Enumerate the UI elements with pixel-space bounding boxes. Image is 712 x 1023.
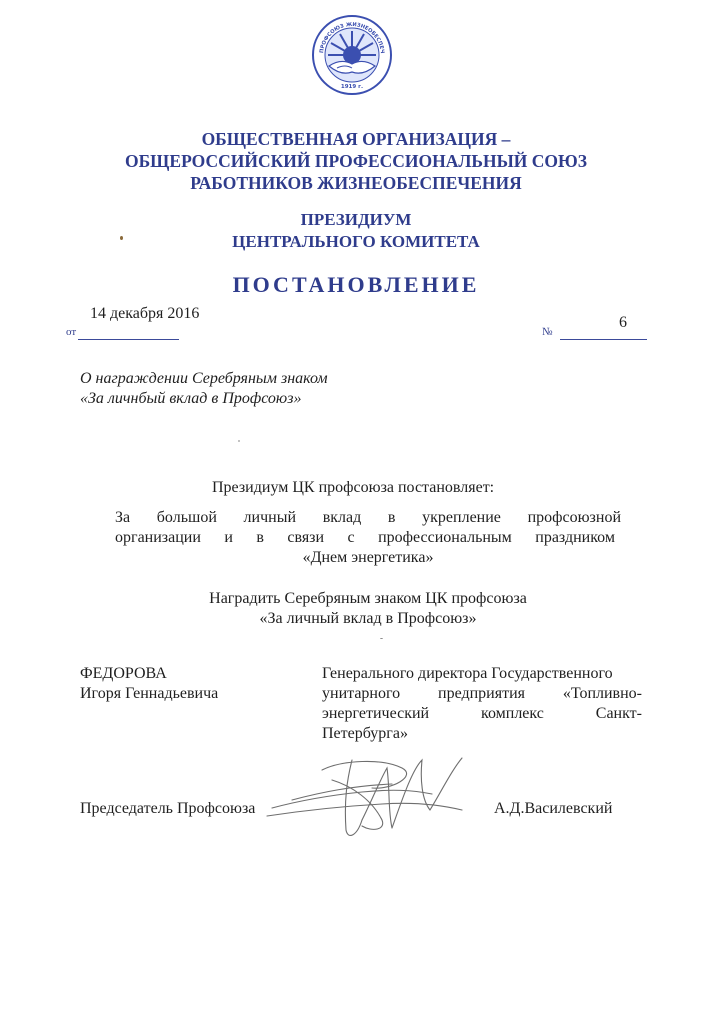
document-type-heading: ПОСТАНОВЛЕНИЕ [232, 272, 480, 297]
scan-speck [120, 236, 123, 240]
org-name-line-2: ОБЩЕРОССИЙСКИЙ ПРОФЕССИОНАЛЬНЫЙ СОЮЗ [125, 151, 587, 171]
document-number: 6 [619, 314, 627, 331]
reason-line-1: За большой личный вклад в укрепление профсоюзной [115, 509, 621, 526]
award-line-2: «За личный вклад в Профсоюз» [259, 610, 477, 627]
resolution-intro: Президиум ЦК профсоюза постановляет: [212, 479, 495, 496]
recipient-position-line-3: энергетический комплекс Санкт- [322, 705, 642, 722]
org-name-line-1: ОБЩЕСТВЕННАЯ ОРГАНИЗАЦИЯ – [201, 129, 511, 149]
central-committee-title: ЦЕНТРАЛЬНОГО КОМИТЕТА [232, 232, 480, 251]
subject-line-1: О награждении Серебряным знаком [80, 370, 328, 387]
award-line-1: Наградить Серебряным знаком ЦК профсоюза [209, 590, 527, 607]
signatory-title: Председатель Профсоюза [80, 800, 256, 817]
reason-line-3: «Днем энергетика» [302, 549, 434, 566]
recipient-position-line-2: унитарного предприятия «Топливно- [322, 685, 642, 702]
document-date: 14 декабря 2016 [90, 305, 200, 322]
number-label: № [542, 326, 553, 338]
recipient-given-names: Игоря Геннадьевича [80, 685, 219, 702]
reason-line-2: организации и в связи с профессиональным праздником [115, 529, 615, 546]
date-label: от [66, 326, 77, 338]
recipient-position-line-4: Петербурга» [322, 725, 408, 742]
union-logo [311, 14, 393, 96]
presidium-title: ПРЕЗИДИУМ [300, 210, 412, 229]
scan-speck [380, 638, 383, 639]
recipient-surname: ФЕДОРОВА [80, 665, 167, 682]
number-underline [560, 339, 647, 340]
logo-ring-text: ПРОФСОЮЗ ЖИЗНЕОБЕСПЕЧ [319, 21, 386, 54]
logo-year: 1919 г. [340, 84, 364, 90]
subject-line-2: «За личнбый вклад в Профсоюз» [80, 390, 302, 407]
org-name-line-3: РАБОТНИКОВ ЖИЗНЕОБЕСПЕЧЕНИЯ [190, 173, 522, 193]
scan-speck [238, 440, 240, 442]
signatory-name: А.Д.Василевский [494, 800, 613, 817]
date-underline [78, 339, 179, 340]
handwritten-signature [262, 740, 482, 850]
recipient-position-line-1: Генерального директора Государственного [322, 665, 613, 682]
